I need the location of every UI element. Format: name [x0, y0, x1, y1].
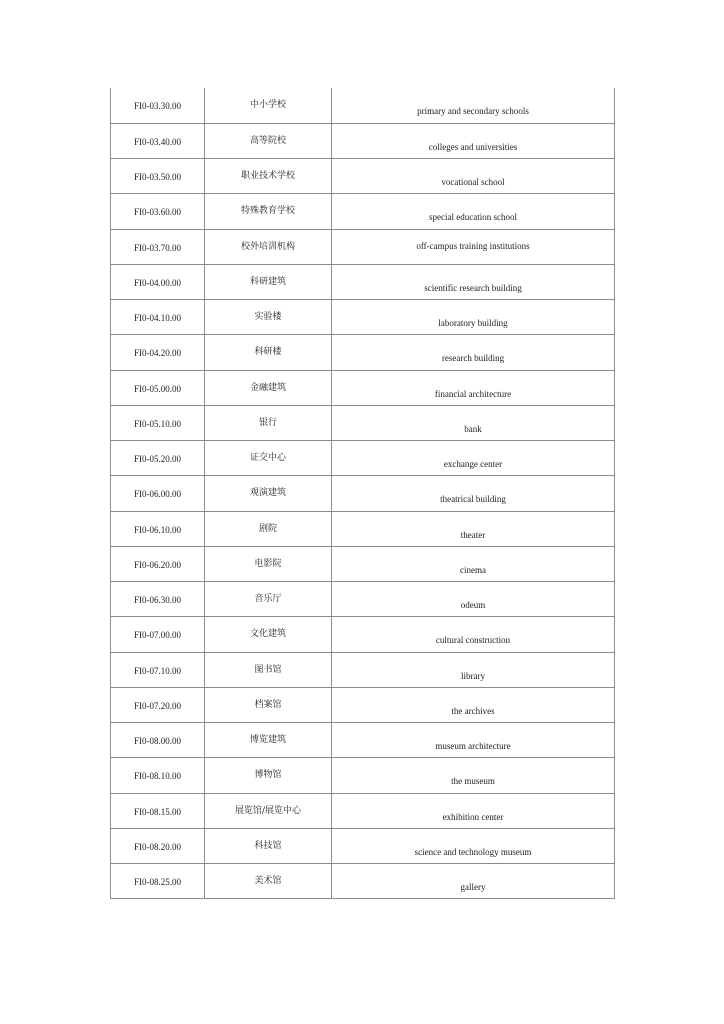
- code-cell: FI0-05.00.00: [111, 370, 205, 405]
- table-row: [111, 123, 615, 158]
- english-name-cell: scientific research building: [332, 264, 615, 299]
- chinese-name-cell: 中小学校: [205, 88, 332, 123]
- chinese-name-cell: 职业技术学校: [205, 159, 332, 194]
- chinese-name-cell: 科研楼: [205, 335, 332, 370]
- table-row: [111, 194, 615, 229]
- chinese-name-cell: 银行: [205, 405, 332, 440]
- code-cell: FI0-06.10.00: [111, 511, 205, 546]
- chinese-name-cell: 博览建筑: [205, 723, 332, 758]
- table-row: [111, 370, 615, 405]
- code-cell: FI0-07.00.00: [111, 617, 205, 652]
- english-name-cell: cinema: [332, 546, 615, 581]
- english-name-cell: cultural construction: [332, 617, 615, 652]
- code-cell: FI0-08.20.00: [111, 828, 205, 863]
- classification-table: [110, 88, 615, 899]
- chinese-name-cell: 剧院: [205, 511, 332, 546]
- english-name-cell: the archives: [332, 687, 615, 722]
- table-row: [111, 441, 615, 476]
- code-cell: FI0-07.10.00: [111, 652, 205, 687]
- chinese-name-cell: 音乐厅: [205, 582, 332, 617]
- table-row: [111, 88, 615, 123]
- table-row: [111, 335, 615, 370]
- chinese-name-cell: 科技馆: [205, 828, 332, 863]
- code-cell: FI0-03.40.00: [111, 123, 205, 158]
- code-cell: FI0-05.10.00: [111, 405, 205, 440]
- chinese-name-cell: 高等院校: [205, 123, 332, 158]
- table-row: [111, 652, 615, 687]
- code-cell: FI0-03.70.00: [111, 229, 205, 264]
- english-name-cell: exhibition center: [332, 793, 615, 828]
- table-row: [111, 229, 615, 264]
- chinese-name-cell: 观演建筑: [205, 476, 332, 511]
- table-row: [111, 511, 615, 546]
- code-cell: FI0-05.20.00: [111, 441, 205, 476]
- english-name-cell: library: [332, 652, 615, 687]
- code-cell: FI0-08.15.00: [111, 793, 205, 828]
- table-row: [111, 687, 615, 722]
- english-name-cell: theater: [332, 511, 615, 546]
- table-row: [111, 476, 615, 511]
- english-name-cell: vocational school: [332, 159, 615, 194]
- chinese-name-cell: 特殊教育学校: [205, 194, 332, 229]
- table-row: [111, 159, 615, 194]
- table-row: [111, 582, 615, 617]
- chinese-name-cell: 电影院: [205, 546, 332, 581]
- english-name-cell: theatrical building: [332, 476, 615, 511]
- chinese-name-cell: 文化建筑: [205, 617, 332, 652]
- code-cell: FI0-06.30.00: [111, 582, 205, 617]
- chinese-name-cell: 美术馆: [205, 864, 332, 899]
- english-name-cell: colleges and universities: [332, 123, 615, 158]
- code-cell: FI0-03.50.00: [111, 159, 205, 194]
- english-name-cell: financial architecture: [332, 370, 615, 405]
- english-name-cell: research building: [332, 335, 615, 370]
- table-row: [111, 793, 615, 828]
- code-cell: FI0-06.00.00: [111, 476, 205, 511]
- english-name-cell: museum architecture: [332, 723, 615, 758]
- english-name-cell: gallery: [332, 864, 615, 899]
- code-cell: FI0-08.25.00: [111, 864, 205, 899]
- table-row: [111, 546, 615, 581]
- table-row: [111, 300, 615, 335]
- table-row: [111, 264, 615, 299]
- code-cell: FI0-08.00.00: [111, 723, 205, 758]
- code-cell: FI0-08.10.00: [111, 758, 205, 793]
- table-row: [111, 864, 615, 899]
- code-cell: FI0-03.60.00: [111, 194, 205, 229]
- table-row: [111, 758, 615, 793]
- table-row: [111, 617, 615, 652]
- chinese-name-cell: 展览馆/展览中心: [205, 793, 332, 828]
- english-name-cell: the museum: [332, 758, 615, 793]
- code-cell: FI0-06.20.00: [111, 546, 205, 581]
- code-cell: FI0-04.00.00: [111, 264, 205, 299]
- table-row: [111, 828, 615, 863]
- chinese-name-cell: 科研建筑: [205, 264, 332, 299]
- code-cell: FI0-04.20.00: [111, 335, 205, 370]
- chinese-name-cell: 实验楼: [205, 300, 332, 335]
- english-name-cell: special education school: [332, 194, 615, 229]
- chinese-name-cell: 校外培训机构: [205, 229, 332, 264]
- chinese-name-cell: 档案馆: [205, 687, 332, 722]
- chinese-name-cell: 金融建筑: [205, 370, 332, 405]
- code-cell: FI0-04.10.00: [111, 300, 205, 335]
- chinese-name-cell: 图书馆: [205, 652, 332, 687]
- english-name-cell: primary and secondary schools: [332, 88, 615, 123]
- table-row: [111, 405, 615, 440]
- chinese-name-cell: 证交中心: [205, 441, 332, 476]
- english-name-cell: science and technology museum: [332, 828, 615, 863]
- english-name-cell: off-campus training institutions: [332, 229, 615, 264]
- code-cell: FI0-03.30.00: [111, 88, 205, 123]
- code-cell: FI0-07.20.00: [111, 687, 205, 722]
- english-name-cell: exchange center: [332, 441, 615, 476]
- chinese-name-cell: 博物馆: [205, 758, 332, 793]
- english-name-cell: laboratory building: [332, 300, 615, 335]
- english-name-cell: odeum: [332, 582, 615, 617]
- english-name-cell: bank: [332, 405, 615, 440]
- table-row: [111, 723, 615, 758]
